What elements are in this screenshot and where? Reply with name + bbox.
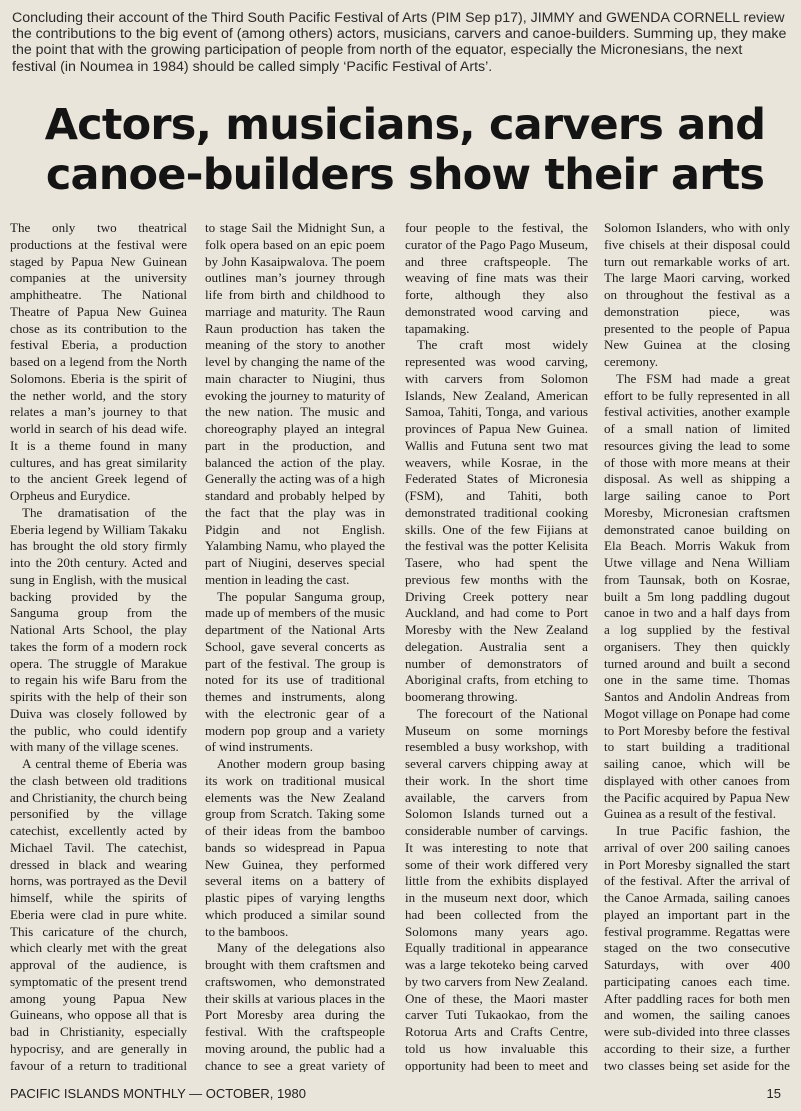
paragraph: four people to the festival, the curator of the Pago Pago Museum, and three craftspeople. The weaving of fine mats was their forte, although they also demonstrated wood carving and tapamaking. — [405, 220, 588, 336]
paragraph: The forecourt of the National Museum on some mornings resembled a busy workshop, with several carvers chipping away at their work. In the short time available, the carvers from Solomon Islands turned out a considerable number of carvings. It was interesting to note that some of their work differed very little from the exhibits displayed in the museum next door, which had been collected from the Solomons many years ago. Equally traditional in appearance was a large tekoteko being carved by two carvers from New Zealand. One of these, the Maori master carver Tuti Tukaokao, from the Rotorua Arts and Crafts Centre, told us how invaluable this opportunity had been to meet and — [405, 705, 588, 1072]
column-1 — [10, 220, 187, 1072]
page-number: 15 — [766, 1086, 781, 1101]
standfirst: Concluding their account of the Third South Pacific Festival of Arts (PIM Sep p17), JIMMY and GWENDA CORNELL review the contributions to the big event of (among others) actors, musicians, carvers and canoe-builders. Summing up, they make the point that with the growing participation of people from north of the equator, especially the Micronesians, the next festival (in Noumea in 1984) should be called simply ‘Pacific Festival of Arts’. — [12, 10, 787, 75]
paragraph: to stage Sail the Midnight Sun, a folk opera based on an epic poem by John Kasaipwalova. The poem outlines man’s journey through life from birth and childhood to marriage and maturity. The Raun Raun production has taken the meaning of the story to another level by changing the name of the main character to Niugini, thus evoking the journey to maturity of the new nation. The music and choreography played an integral part in the production, and balanced the action of the play. Generally the acting was of a high standard and probably helped by the fact that the play was in Pidgin and not English. Yalambing Namu, who played the part of Niugini, deserves special mention in leading the cast. — [205, 220, 385, 587]
paragraph: In true Pacific fashion, the arrival of over 200 sailing canoes in Port Moresby signalled the start of the festival. After the arrival of the Canoe Armada, sailing canoes played an important part in the festival programme. Regattas were staged on the two consecutive Saturdays, with over 400 participating canoes each time. After paddling races for both men and women, the sailing canoes were sub-divided into three classes according to their size, a further two classes being set aside for the — [604, 823, 790, 1072]
paragraph: A central theme of Eberia was the clash between old traditions and Christianity, the church being personified by the village catechist, excellently acted by Michael Tavil. The catechist, dressed in black and wearing horns, was portrayed as the Devil himself, while the spirits of Eberia were clad in pure white. This caricature of the church, which clearly met with the great approval of the audience, is symptomatic of the present trend among young Papua New Guineans, who oppose all that is bad in Christianity, especially hypocrisy, and are generally in favour of a return to traditional — [10, 756, 187, 1072]
paragraph: Many of the delegations also brought with them craftsmen and craftswomen, who demonstrated their skills at various places in the Port Moresby area during the festival. With the craftspeople moving around, the public had a chance to see a great variety of — [205, 940, 385, 1072]
headline: Actors, musicians, carvers and canoe-builders show their arts — [44, 100, 766, 200]
column-3 — [405, 220, 588, 1072]
column-4 — [604, 220, 790, 1072]
column-2 — [205, 220, 385, 1072]
paragraph: The popular Sanguma group, made up of members of the music department of the National Arts School, gave several concerts as part of the festival. The group is noted for its use of traditional themes and instruments, along with the electronic gear of a modern pop group and a variety of wind instruments. — [205, 588, 385, 755]
paragraph: The dramatisation of the Eberia legend by William Takaku has brought the old story firmly into the 20th century. Acted and sung in English, with the musical backing provided by the Sanguma group from the National Arts School, the play takes the form of a modern rock opera. The struggle of Marakue to regain his wife Baru from the spirits with the help of their son Duiva was closely followed by the public, who could identify with many of the village scenes. — [10, 504, 187, 755]
paragraph: The FSM had made a great effort to be fully represented in all festival activities, another example of a small nation of limited resources giving the lead to some of those with more means at their disposal. As well as shipping a large sailing canoe to Port Moresby, Micronesian craftsmen demonstrated canoe building on Ela Beach. Morris Wakuk from Utwe village and Nena William from Taunsak, both on Kosrae, built a 5m long paddling dugout canoe in two and a half days from a log supplied by the festival organisers. They then quickly turned around and built a second one in the same time. Thomas Santos and Andolin Andreas from Mogot village on Ponape had come to Port Moresby before the festival to start building a traditional sailing canoe, which will be displayed with other canoes from the Pacific acquired by Papua New Guinea as a result of the festival. — [604, 370, 790, 822]
paragraph: Another modern group basing its work on traditional musical elements was the New Zealand group from Scratch. Taking some of their ideas from the bamboo bands so widespread in Papua New Guinea, they performed several items on a battery of plastic pipes of varying lengths which produced a similar sound to the bamboos. — [205, 756, 385, 939]
paragraph: The craft most widely represented was wood carving, with carvers from Solomon Islands, New Zealand, American Samoa, Tahiti, Tonga, and various provinces of Papua New Guinea. Wallis and Futuna sent two mat weavers, while Kosrae, in the Federated States of Micronesia (FSM), and Tahiti, both demonstrated traditional cooking skills. One of the few Fijians at the festival was the potter Kelisita Tasere, who had spent the previous few months with the Driving Creek pottery near Auckland, and had come to Port Moresby with the New Zealand delegation. Australia sent a number of demonstrators of Aboriginal crafts, from etching to boomerang throwing. — [405, 337, 588, 704]
article-body — [10, 220, 792, 1072]
publication-footer: PACIFIC ISLANDS MONTHLY — OCTOBER, 1980 — [10, 1086, 306, 1101]
paragraph: The only two theatrical productions at the festival were staged by Papua New Guinean companies at the university amphitheatre. The National Theatre of Papua New Guinea chose as its contribution to the festival Eberia, a production based on a legend from the North Solomons. Eberia is the spirit of the nether world, and the story relates a man’s journey to that world in search of his dead wife. It is a theme found in many cultures, and has great similarity to the ancient Greek legend of Orpheus and Eurydice. — [10, 220, 187, 503]
paragraph: Solomon Islanders, who with only five chisels at their disposal could turn out remarkable works of art. The large Maori carving, worked on throughout the festival as a demonstration piece, was presented to the people of Papua New Guinea at the closing ceremony. — [604, 220, 790, 369]
